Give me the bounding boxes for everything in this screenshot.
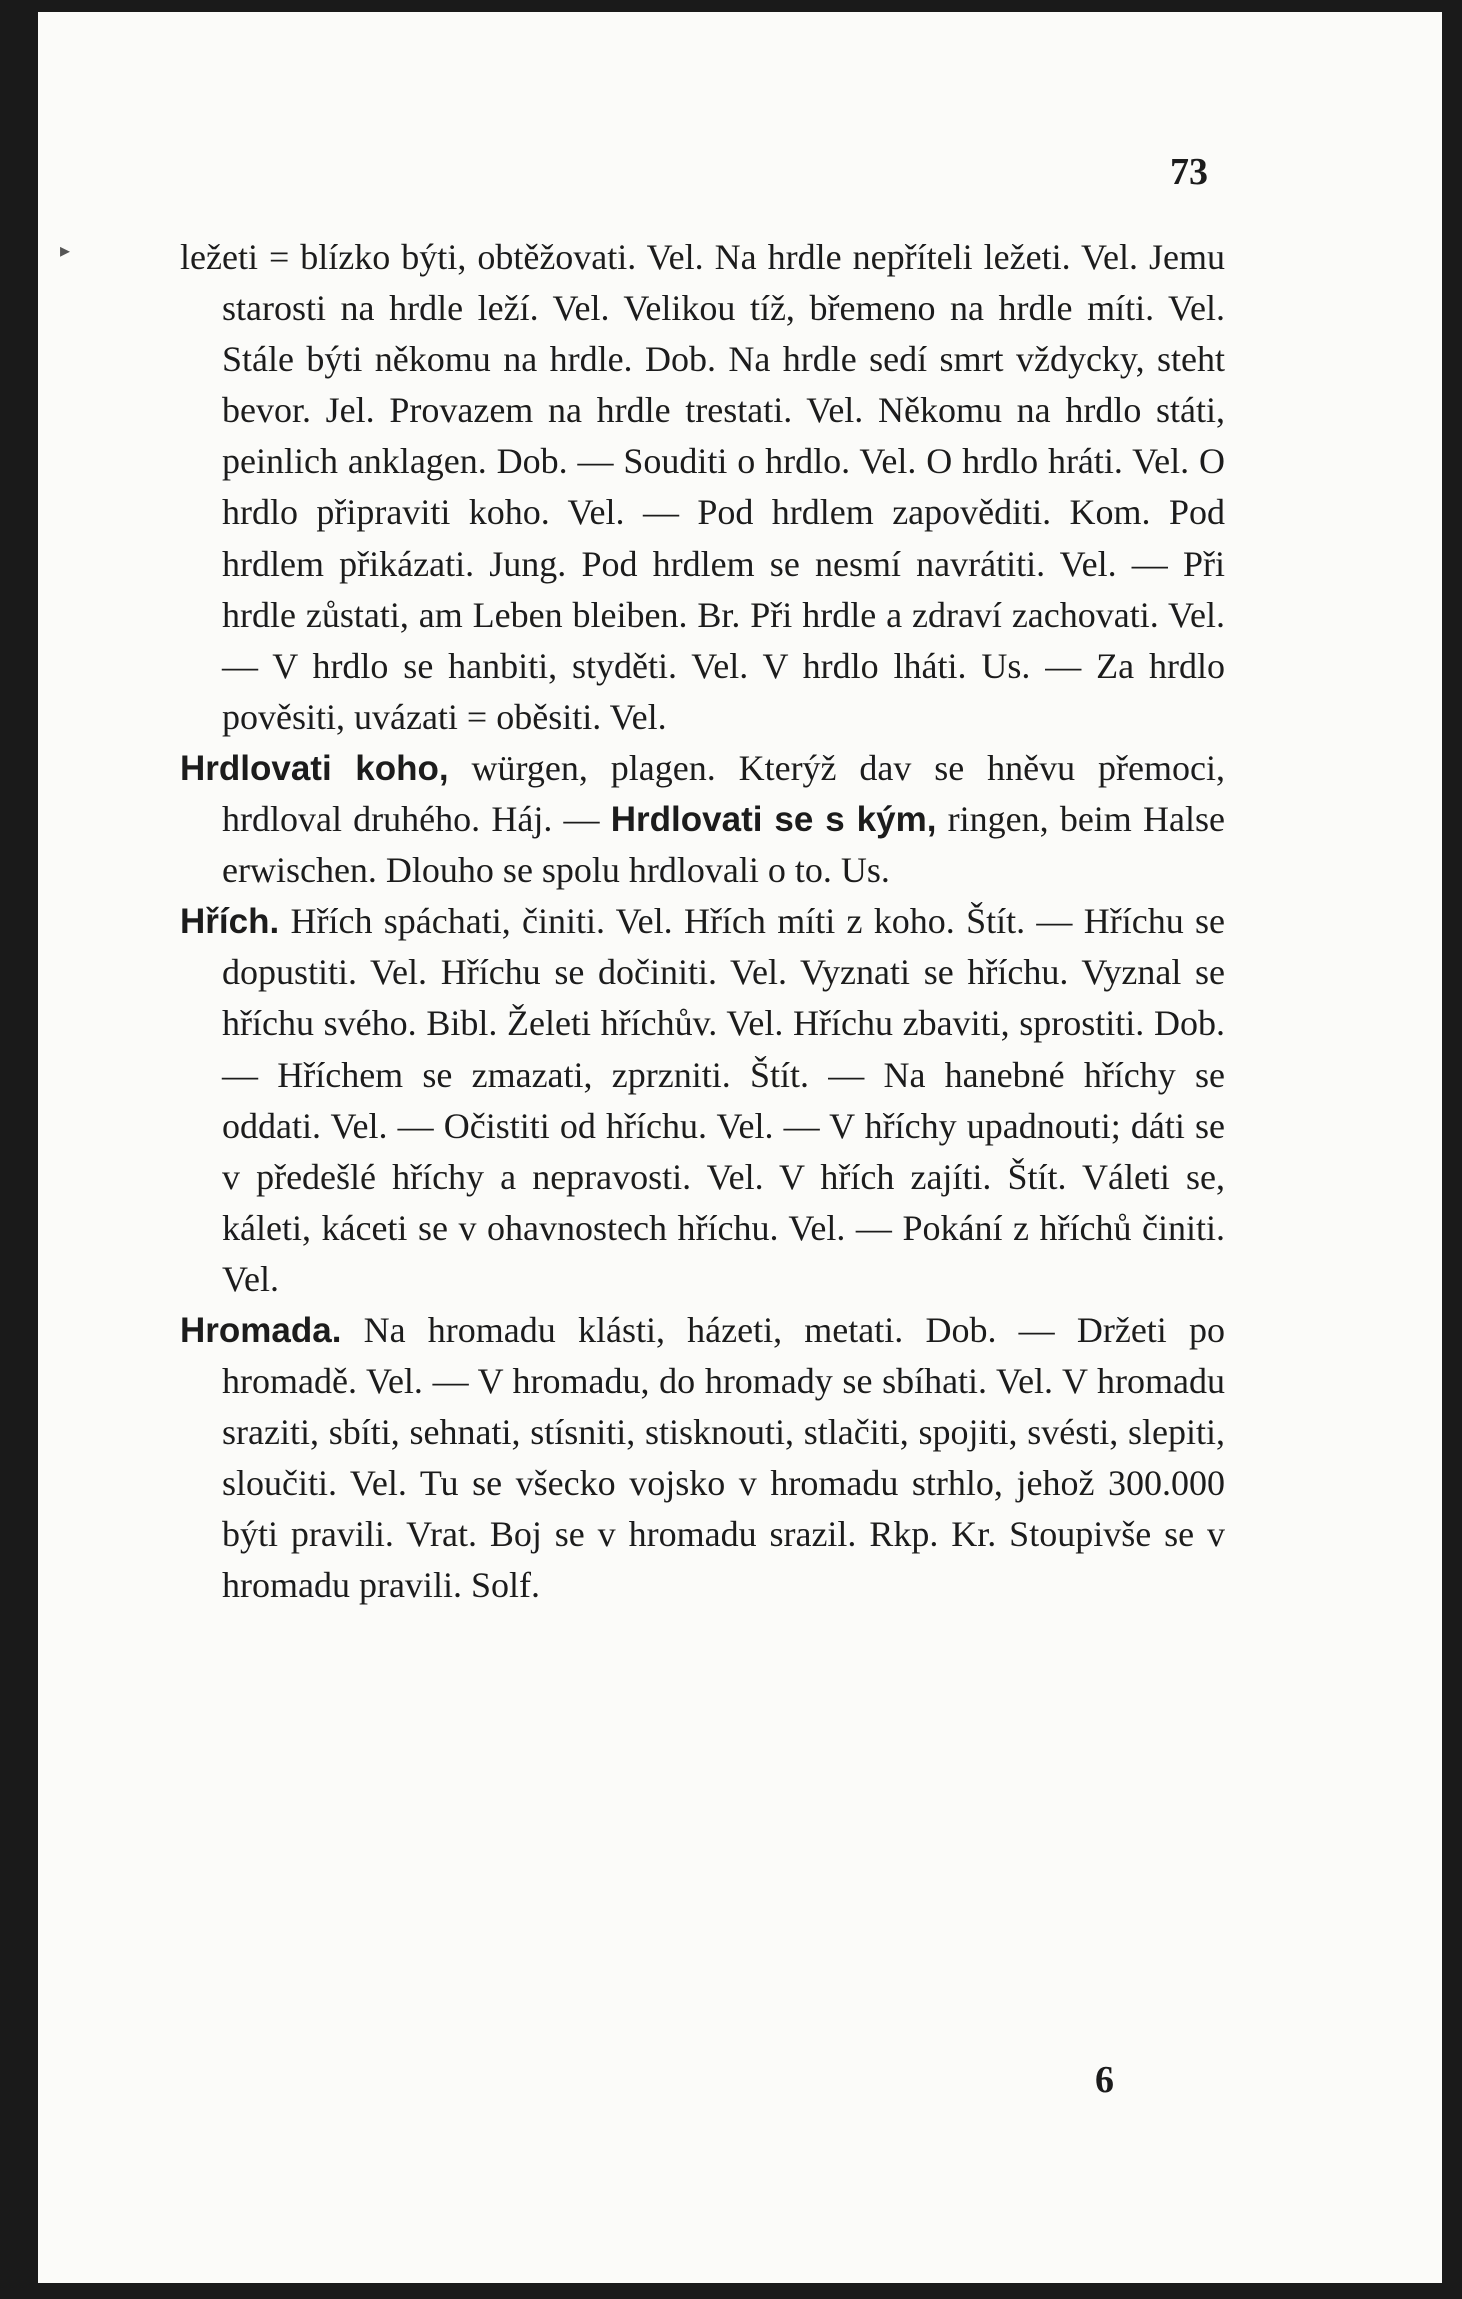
entry-hrdlovati [180,743,1225,896]
entry-continuation [180,232,1225,743]
entry-headword: Hřích. [180,902,280,942]
signature-mark: 6 [1095,2059,1114,2101]
entry-hromada [180,1305,1225,1612]
scan-border-right [1442,0,1462,2299]
scan-speck-mark: ▸ [60,240,71,262]
entry-subheadword: Hrdlovati se s kým, [610,800,937,840]
scan-border-top [0,0,1462,12]
page-number: 73 [1170,151,1208,193]
entry-hrich [180,896,1225,1305]
entry-headword: Hrdlovati koho, [180,748,449,788]
entry-text: Na hromadu klásti, házeti, metati. Dob. — Držeti po hromadě. Vel. — V hromadu, do hromady se sbíhati. Vel. V hromadu sraziti, sbíti, sehnati, stísniti, stisknouti, stlačiti, spojiti, svésti, slepiti, sloučiti. Vel. Tu se všecko vojsko v hromadu strhlo, jehož 300.000 býti pravili. Vrat. Boj se v hromadu srazil. Rkp. Kr. Stoupivše se v hromadu pravili. Solf. [222,1309,1225,1606]
dictionary-text [180,232,1225,1612]
entry-text: ringen, beim Halse erwischen. Dlouho se spolu hrdlovali o to. Us. [222,799,1225,891]
entry-headword: Hromada. [180,1310,342,1350]
entry-text: Hřích spáchati, činiti. Vel. Hřích míti z koho. Štít. — Hříchu se dopustiti. Vel. Hříchu se dočiniti. Vel. Vyznati se hříchu. Vyznal se hříchu svého. Bibl. Želeti hříchův. Vel. Hříchu zbaviti, sprostiti. Dob. — Hříchem se zmazati, zprzniti. Štít. — Na hanebné hříchy se oddati. Vel. — Očistiti od hříchu. Vel. — V hříchy upadnouti; dáti se v předešlé hříchy a nepravosti. Vel. V hřích zajíti. Štít. Váleti se, káleti, káceti se v ohavnostech hříchu. Vel. — Pokání z hříchů činiti. Vel. [222,901,1225,1299]
scan-border-bottom [0,2283,1462,2299]
entry-text: würgen, plagen. Kterýž dav se hněvu přemoci, hrdloval druhého. Háj. — [222,747,1225,840]
scan-border-left [0,0,38,2299]
entry-text: ležeti = blízko býti, obtěžovati. Vel. Na hrdle nepříteli ležeti. Vel. Jemu starosti na hrdle leží. Vel. Velikou tíž, břemeno na hrdle míti. Vel. Stále býti někomu na hrdle. Dob. Na hrdle sedí smrt vždycky, steht bevor. Jel. Provazem na hrdle trestati. Vel. Někomu na hrdlo státi, peinlich anklagen. Dob. — Souditi o hrdlo. Vel. O hrdlo hráti. Vel. O hrdlo připraviti koho. Vel. — Pod hrdlem zapověditi. Kom. Pod hrdlem přikázati. Jung. Pod hrdlem se nesmí navrátiti. Vel. — Při hrdle zůstati, am Leben bleiben. Br. Při hrdle a zdraví zachovati. Vel. — V hrdlo se hanbiti, styděti. Vel. V hrdlo lháti. Us. — Za hrdlo pověsiti, uvázati = oběsiti. Vel. [180,237,1225,737]
